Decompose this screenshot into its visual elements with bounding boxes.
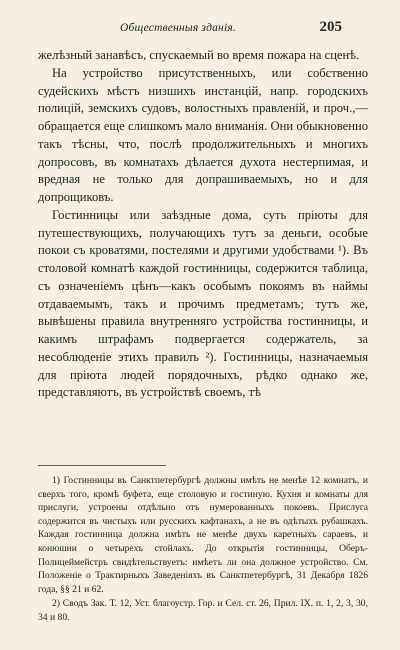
footnote-2: 2) Сводъ Зак. Т. 12, Уст. благоустр. Гор. и Сел. ст. 26, Прил. IX. п. 1, 2, 3, 30, 34 и 80.: [38, 598, 368, 623]
main-text: [38, 47, 368, 402]
footnote-1: 1) Гостинницы въ Санктпетербургѣ должны имѣть не менѣе 12 комнатъ, и сверхъ того, кромѣ буфета, еще столовую и гостиную. Кухня и комнаты для прислуги, устроены отдѣльно отъ нумерованныхъ покоевъ. Прислуга содержится въ чистыхъ или русскихъ кафтанахъ, а не въ одѣтыхъ рубашкахъ. Каждая гостинница должна имѣть не менѣе двухъ каретныхъ сараевъ, и конюшни о четырехъ стойлахъ. До открытія гостинницы, Оберъ-Полицеймейстръ свидѣтельствуетъ: имѣетъ ли она должное устройство. См. Положеніе о Трактирныхъ Заведеніяхъ въ Санктпетербургѣ, 31 Декабря 1826 года, §§ 21 и 62.: [38, 475, 368, 595]
running-head: [0, 19, 400, 38]
page-number: 205: [319, 19, 342, 35]
paragraph-2: На устройство присутственныхъ, или собственно судейскихъ мѣстъ низшихъ инстанцій, напр. городскихъ полицій, земскихъ судовъ, волостныхъ правленій, и проч.,—обращается еще слишкомъ мало вниманія. Они обыкновенно такъ тѣсны, что, послѣ продолжительныхъ и многихъ допросовъ, въ комнатахъ дѣлается духота нестерпимая, и вредная не только для допрашиваемыхъ, но и для допрощиковъ.: [38, 65, 368, 204]
paragraph-1: желѣзный занавѣсъ, спускаемый во время пожара на сценѣ.: [38, 48, 360, 62]
footnote-divider: [38, 465, 166, 466]
paragraph-3: Гостинницы или заѣздные дома, суть пріюты для путешествующихъ, получающихъ тутъ за деньги, особые покои съ кроватями, постелями и другими удобствами ¹). Въ столовой комнатѣ каждой гостинницы, содержится таблица, съ означеніемъ цѣнъ—какъ особымъ покоямъ въ наймы отдаваемымъ, такъ и прочимъ предметамъ; тутъ же, вывѣшены правила внутренняго устройства гостинницы, и какимъ штрафамъ подвергается содержатель, за несоблюденіе этихъ правилъ ²). Гостинницы, назначаемыя для пріюта людей порядочныхъ, рѣдко однако же, представляютъ, въ устройствѣ своемъ, тѣ: [38, 207, 368, 400]
footnotes: [38, 474, 368, 625]
running-title: Общественныя зданія.: [120, 22, 236, 34]
